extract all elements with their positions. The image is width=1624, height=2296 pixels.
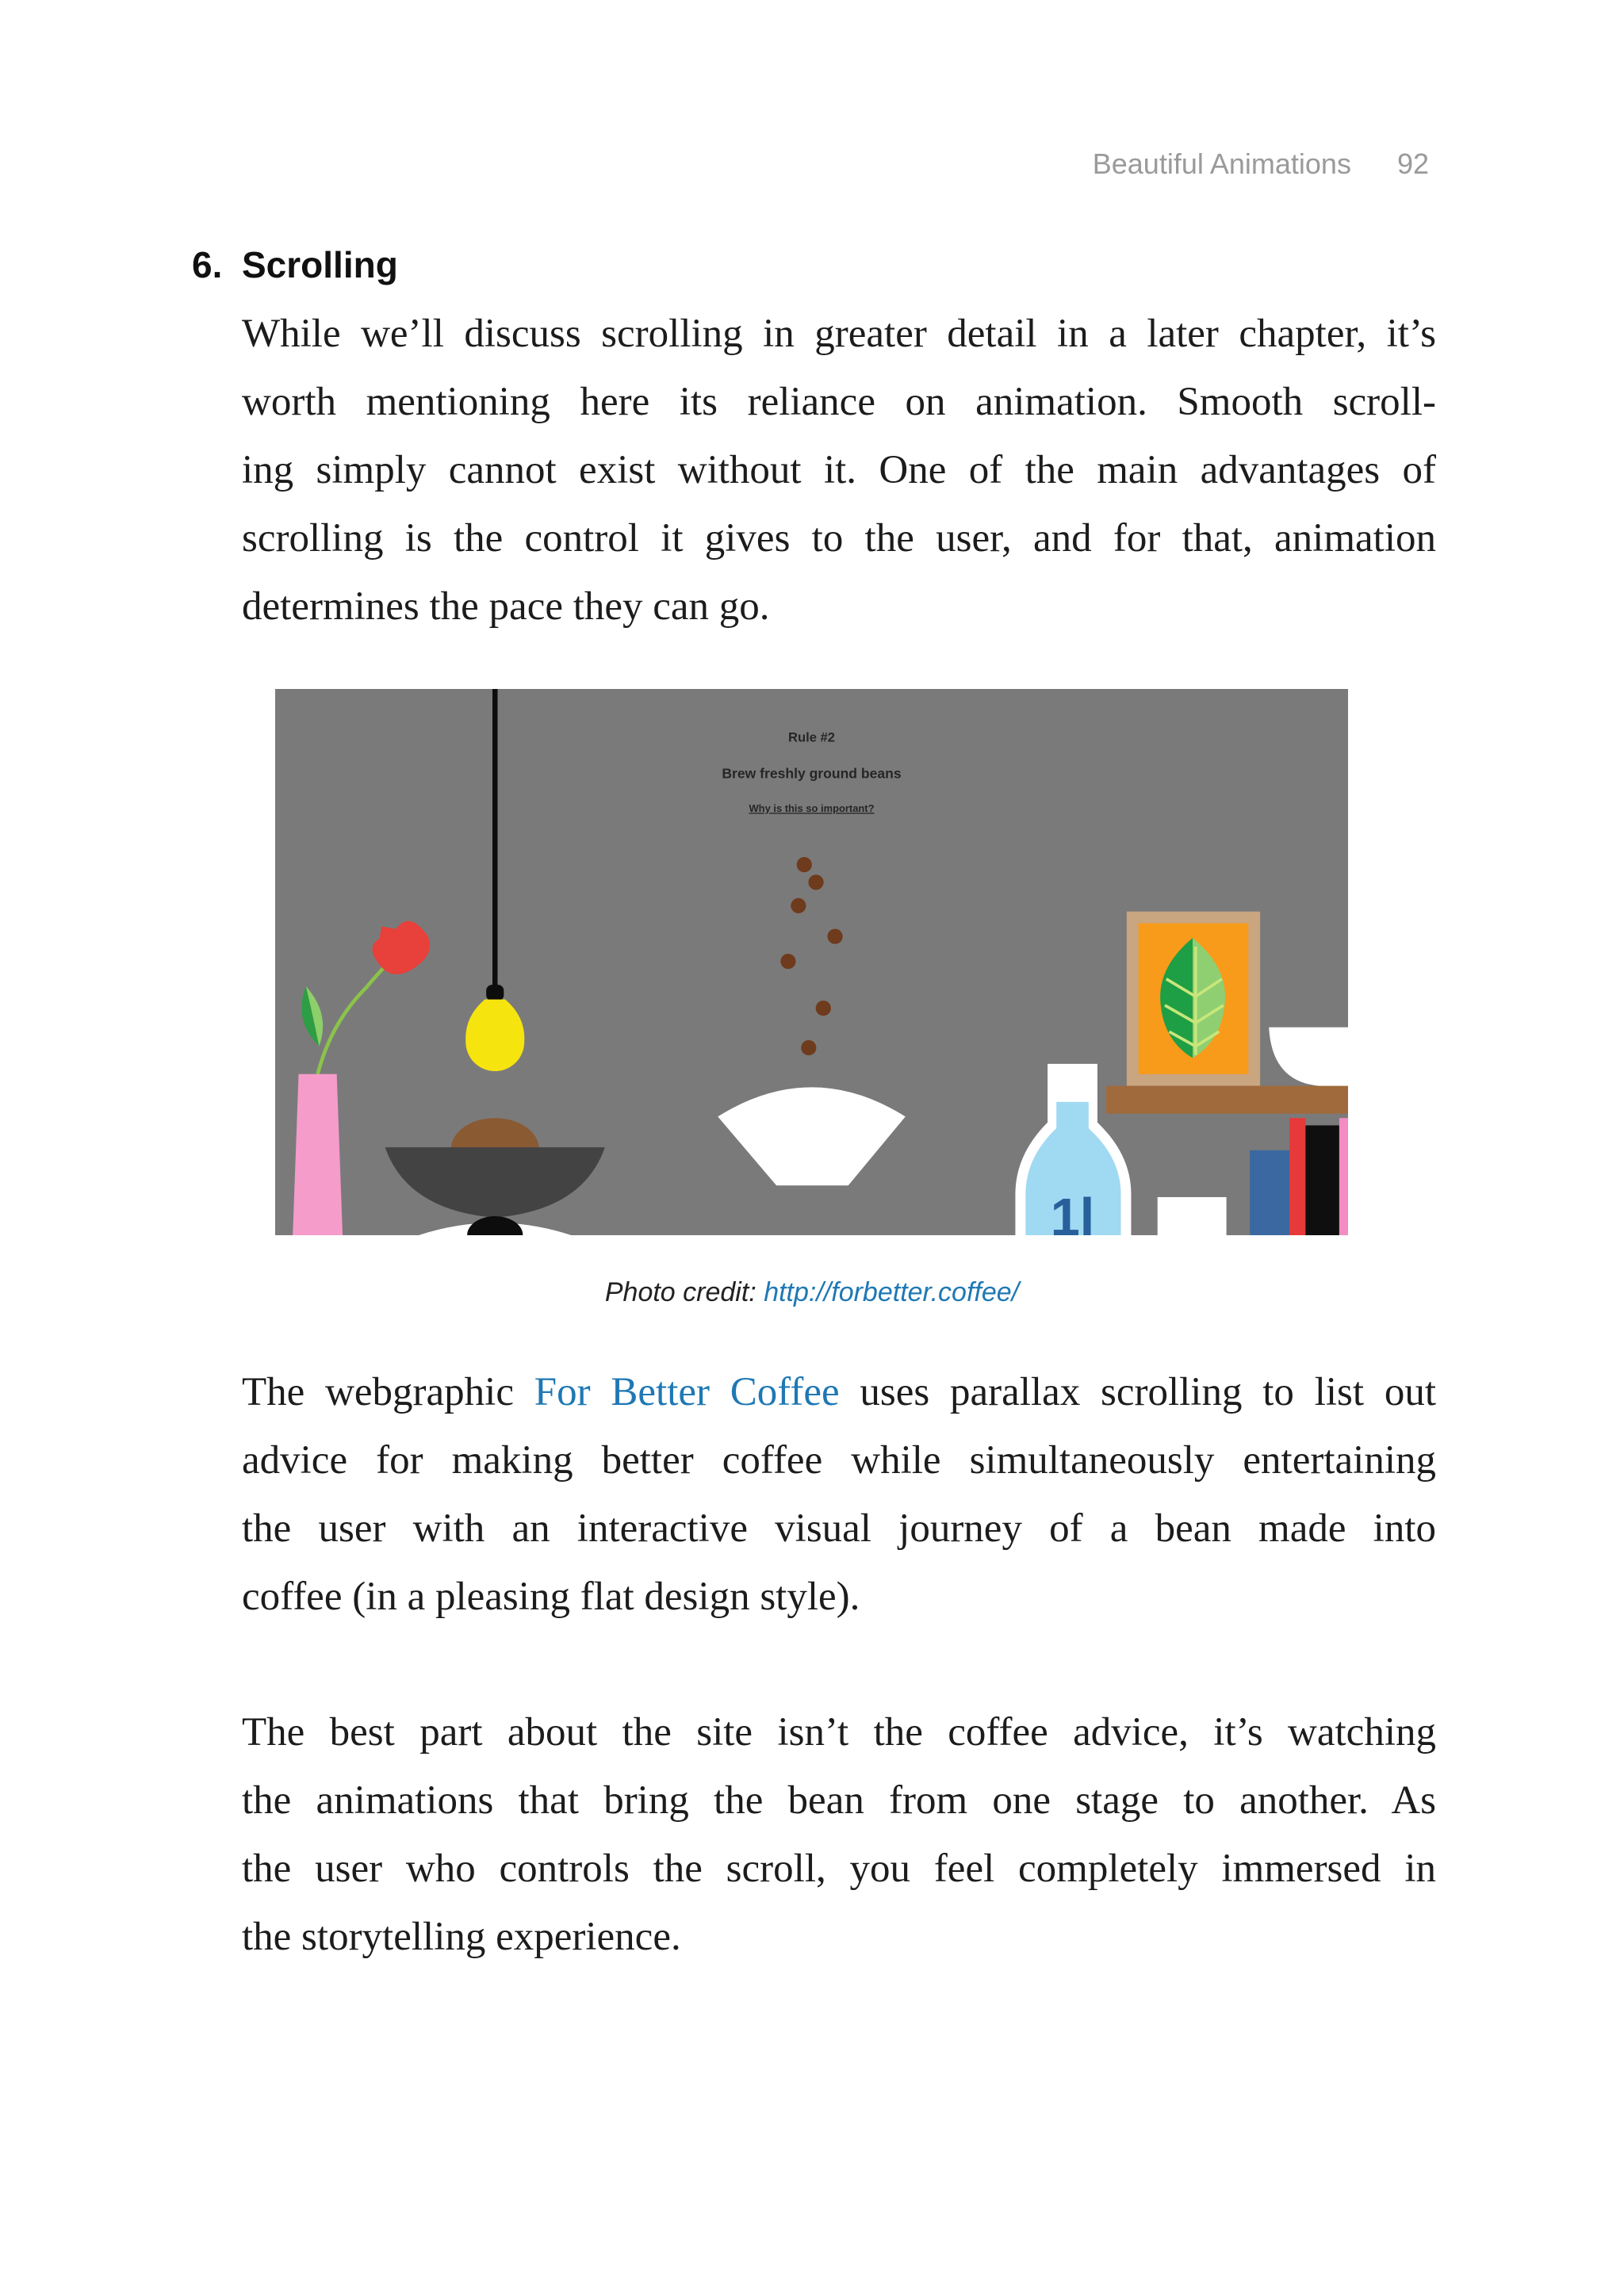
text-line: the user with an interactive visual journey of a bean made into [242, 1506, 1436, 1551]
coffee-bean [827, 929, 842, 944]
page-number: 92 [1396, 147, 1429, 180]
figure-caption [0, 1276, 1624, 1309]
intro-paragraph [242, 300, 1436, 641]
rule-label: Rule #2 [787, 729, 836, 745]
header-section-title: Beautiful Animations [1092, 147, 1351, 180]
coffee-bean [801, 1040, 816, 1055]
coffee-bean [808, 874, 823, 890]
section-title: Scrolling [242, 244, 398, 285]
text-line: advice for making better coffee while simultaneously entertaining [242, 1438, 1436, 1483]
best-part-paragraph [242, 1698, 1436, 1971]
blue-book [1250, 1150, 1289, 1235]
for-better-coffee-link[interactable]: For Better Coffee [534, 1370, 840, 1414]
text-line: The best part about the site isn’t the coffee advice, it’s watching [242, 1710, 1436, 1755]
text-line: determines the pace they can go. [242, 584, 770, 629]
wall-shelf [1106, 1086, 1348, 1114]
coffee-bean [816, 1001, 831, 1016]
coffee-bean [797, 857, 812, 872]
black-book [1305, 1125, 1339, 1235]
bottle-label: 1l [1050, 1188, 1095, 1235]
webgraphic-paragraph [242, 1358, 1436, 1631]
line-prefix: The webgraphic [242, 1370, 534, 1414]
text-line: the animations that bring the bean from one stage to another. As [242, 1778, 1436, 1823]
pink-book [1339, 1118, 1348, 1235]
rule-text: Brew freshly ground beans [722, 765, 902, 782]
lamp-socket [486, 985, 504, 1001]
text-line: the storytelling experience. [242, 1915, 681, 1959]
line-suffix: uses parallax scrolling to list out [839, 1370, 1437, 1414]
coffee-bean [791, 898, 806, 913]
coffee-bean [780, 954, 795, 969]
text-line: coffee (in a pleasing flat design style). [242, 1575, 860, 1619]
white-box [1158, 1197, 1227, 1235]
text-line: ing simply cannot exist without it. One of the main advantages of [242, 448, 1436, 492]
pink-vase [293, 1074, 343, 1235]
text-line: worth mentioning here its reliance on animation. Smooth scroll- [242, 380, 1436, 424]
section-number: 6. [192, 244, 223, 285]
red-book [1289, 1118, 1305, 1235]
text-line [242, 1358, 1436, 1426]
text-line: While we’ll discuss scrolling in greater detail in a later chapter, it’s [242, 312, 1436, 356]
caption-url-link[interactable]: http://forbetter.coffee/ [764, 1277, 1020, 1307]
running-header [1093, 147, 1429, 181]
rule-why-link: Why is this so important? [749, 802, 875, 815]
text-line: the user who controls the scroll, you feel completely immersed in [242, 1846, 1436, 1891]
coffee-illustration [275, 689, 1348, 1235]
website-screenshot-figure [275, 689, 1348, 1235]
caption-prefix: Photo credit: [604, 1277, 764, 1307]
text-line: scrolling is the control it gives to the user, and for that, animation [242, 516, 1436, 561]
